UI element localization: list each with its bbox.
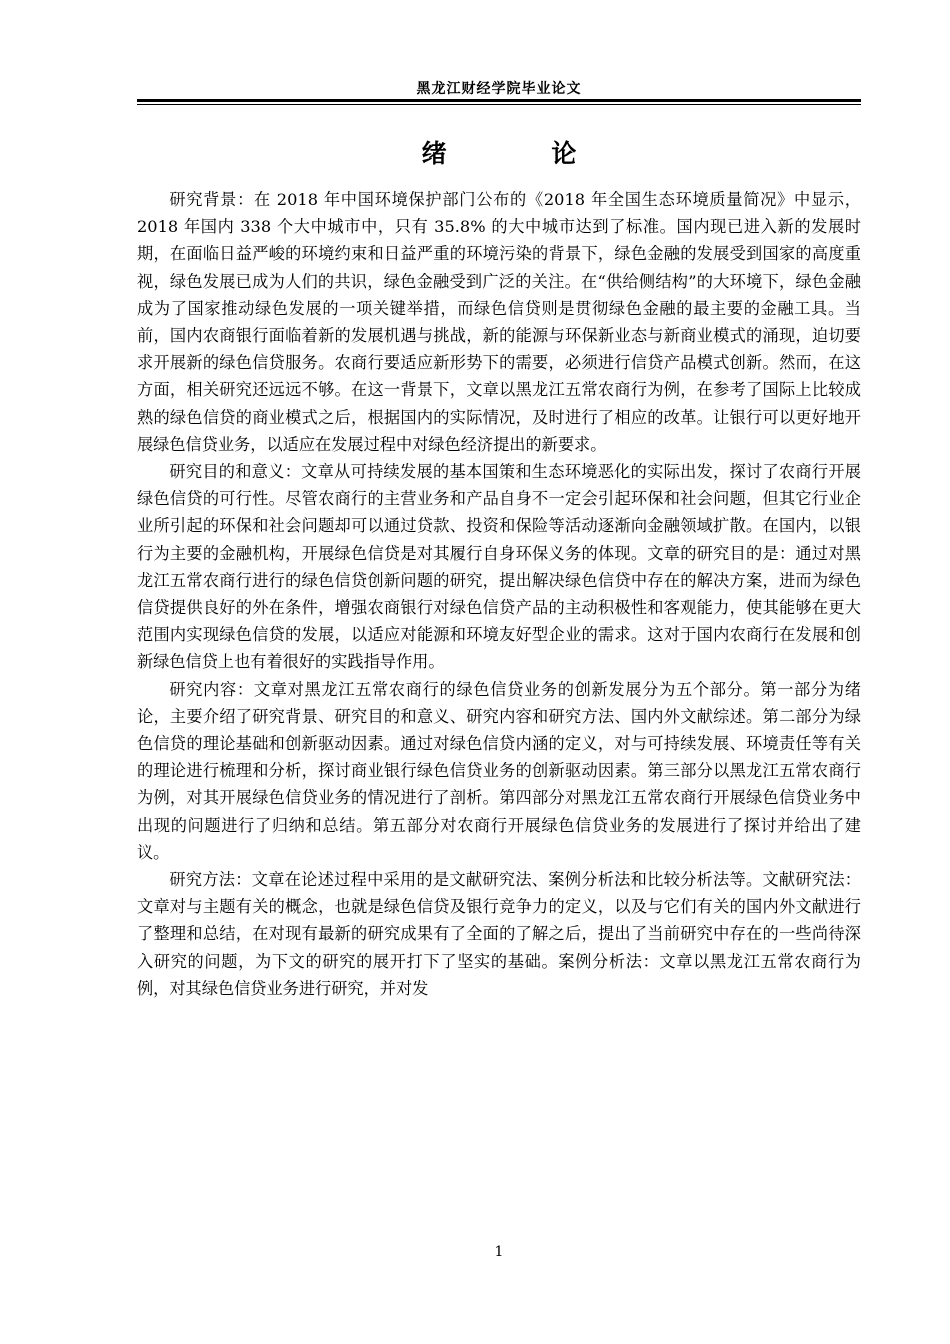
paragraph-content: 研究内容：文章对黑龙江五常农商行的绿色信贷业务的创新发展分为五个部分。第一部分为绪论，主要介绍了研究背景、研究目的和意义、研究内容和研究方法、国内外文献综述。第二部分为绿色信贷的理论基础和创新驱动因素。通过对绿色信贷内涵的定义，对与可持续发展、环境责任等有关的理论进行梳理和分析，探讨商业银行绿色信贷业务的创新驱动因素。第三部分以黑龙江五常农商行为例，对其开展绿色信贷业务的情况进行了剖析。第四部分对黑龙江五常农商行开展绿色信贷业务中出现的问题进行了归纳和总结。第五部分对农商行开展绿色信贷业务的发展进行了探讨并给出了建议。 xyxy=(137,679,861,862)
page-number: 1 xyxy=(494,1244,504,1260)
header-rule-thin xyxy=(137,104,861,105)
section-heading: 绪 论 xyxy=(421,139,625,168)
paragraph-methods: 研究方法：文章在论述过程中采用的是文献研究法、案例分析法和比较分析法等。文献研究法：文章对与主题有关的概念，也就是绿色信贷及银行竞争力的定义，以及与它们有关的国内外文献进行了整理和总结，在对现有最新的研究成果有了全面的了解之后，提出了当前研究中存在的一些尚待深入研究的问题，为下文的研究的展开打下了坚实的基础。案例分析法：文章以黑龙江五常农商行为例，对其绿色信贷业务进行研究，并对发 xyxy=(137,870,861,998)
body-text xyxy=(137,186,861,1002)
paragraph-background: 研究背景：在 2018 年中国环境保护部门公布的《2018 年全国生态环境质量简况》中显示，2018 年国内 338 个大中城市中，只有 35.8% 的大中城市达到了标准。国内现已进入新的发展时期，在面临日益严峻的环境约束和日益严重的环境污染的背景下，绿色金融的发展受到国家的高度重视，绿色发展已成为人们的共识，绿色金融受到广泛的关注。在“供给侧结构”的大环境下，绿色金融成为了国家推动绿色发展的一项关键举措，而绿色信贷则是贯彻绿色金融的最主要的金融工具。当前，国内农商银行面临着新的发展机遇与挑战，新的能源与环保新业态与新商业模式的涌现，迫切要求开展新的绿色信贷服务。农商行要适应新形势下的需要，必须进行信贷产品模式创新。然而，在这方面，相关研究还远远不够。在这一背景下，文章以黑龙江五常农商行为例，在参考了国际上比较成熟的绿色信贷的商业模式之后，根据国内的实际情况，及时进行了相应的改革。让银行可以更好地开展绿色信贷业务，以适应在发展过程中对绿色经济提出的新要求。 xyxy=(137,190,861,454)
header-rule-thick xyxy=(137,99,861,102)
paragraph-purpose: 研究目的和意义：文章从可持续发展的基本国策和生态环境恶化的实际出发，探讨了农商行开展绿色信贷的可行性。尽管农商行的主营业务和产品自身不一定会引起环保和社会问题，但其它行业企业所引起的环保和社会问题却可以通过贷款、投资和保险等活动逐渐向金融领域扩散。在国内，以银行为主要的金融机构，开展绿色信贷是对其履行自身环保义务的体现。文章的研究目的是：通过对黑龙江五常农商行进行的绿色信贷创新问题的研究，提出解决绿色信贷中存在的解决方案，进而为绿色信贷提供良好的外在条件，增强农商银行对绿色信贷产品的主动积极性和客观能力，使其能够在更大范围内实现绿色信贷的发展，以适应对能源和环境友好型企业的需求。这对于国内农商行在发展和创新绿色信贷上也有着很好的实践指导作用。 xyxy=(137,462,861,672)
running-header-title: 黑龙江财经学院毕业论文 xyxy=(416,81,582,97)
